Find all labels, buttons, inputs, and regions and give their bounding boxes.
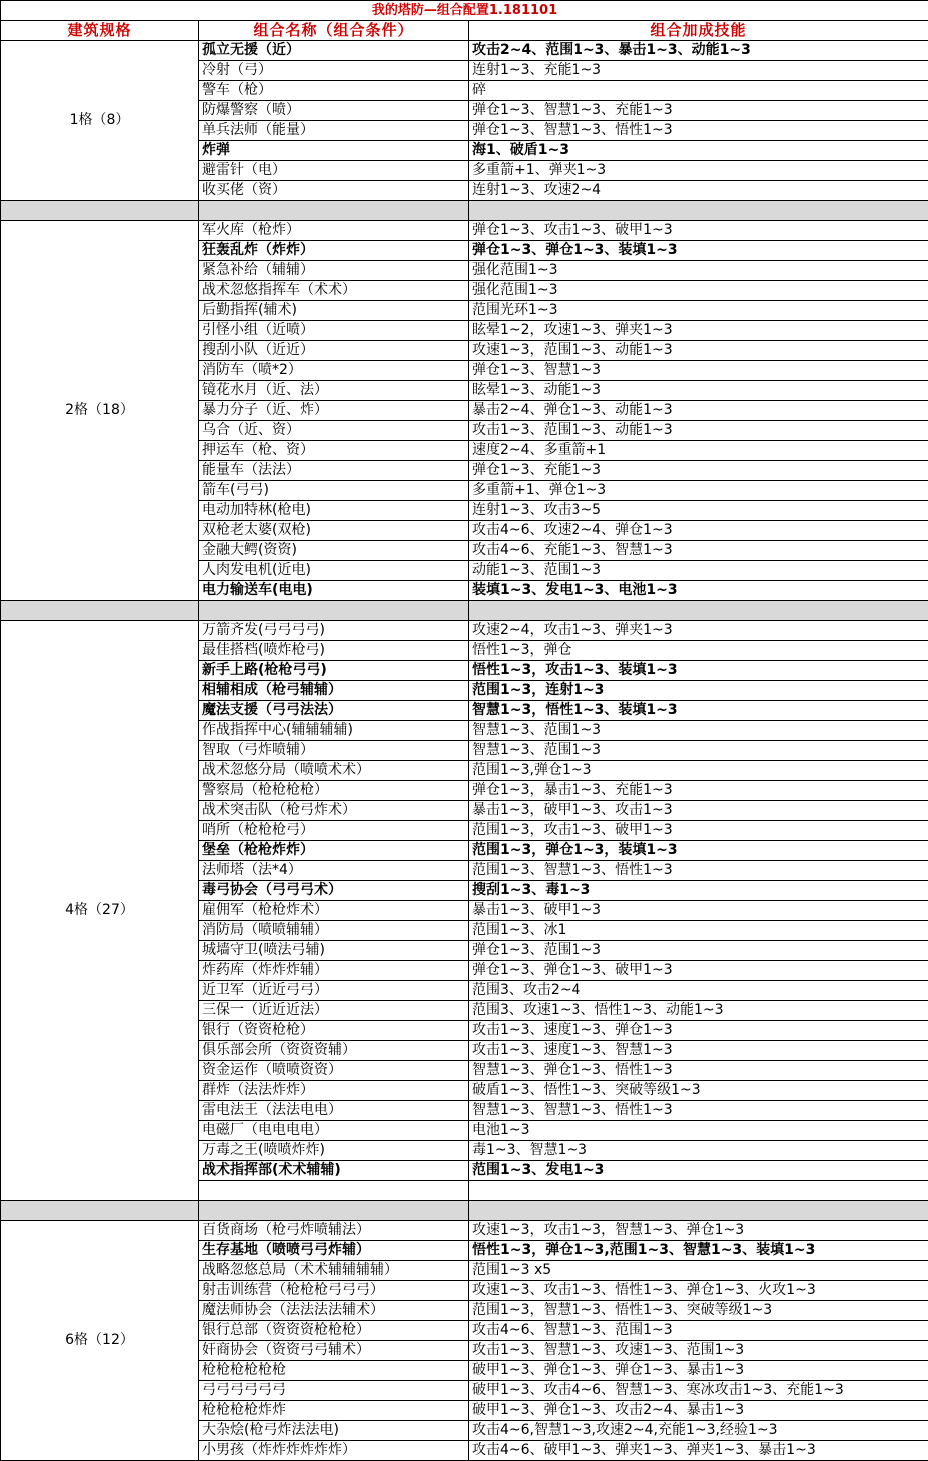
combo-name-cell: 消防车（喷*2） [199, 361, 469, 381]
combo-skill-cell: 强化范围1~3 [469, 261, 928, 281]
separator-cell [199, 201, 469, 221]
combo-skill-cell: 装填1~3、发电1~3、电池1~3 [469, 581, 928, 601]
combo-name-cell: 双枪老太婆(双枪) [199, 521, 469, 541]
combo-skill-cell: 范围3、攻击2~4 [469, 981, 928, 1001]
combo-skill-cell: 智慧1~3、智慧1~3、悟性1~3 [469, 1101, 928, 1121]
combo-skill-cell: 攻击1~3、速度1~3、智慧1~3 [469, 1041, 928, 1061]
combo-skill-cell: 多重箭+1、弹仓1~3 [469, 481, 928, 501]
combo-name-cell: 电动加特林(枪电) [199, 501, 469, 521]
combo-name-cell: 炸弹 [199, 141, 469, 161]
combo-skill-cell: 眩晕1~2，攻速1~3、弹夹1~3 [469, 321, 928, 341]
combo-skill-cell: 连射1~3、充能1~3 [469, 61, 928, 81]
combo-name-cell: 电力输送车(电电) [199, 581, 469, 601]
combo-name-cell: 能量车（法法） [199, 461, 469, 481]
header-row [1, 21, 928, 41]
combo-skill-cell: 范围1~3、发电1~3 [469, 1161, 928, 1181]
combo-name-cell: 狂轰乱炸（炸炸） [199, 241, 469, 261]
combo-skill-cell: 智慧1~3、范围1~3 [469, 721, 928, 741]
building-size-cell: 1格（8） [1, 41, 199, 201]
separator-row [1, 601, 928, 621]
table-row [1, 221, 928, 241]
combo-name-cell: 单兵法师（能量） [199, 121, 469, 141]
header-combo-skill: 组合加成技能 [469, 21, 928, 41]
combo-skill-cell: 悟性1~3，弹仓 [469, 641, 928, 661]
combo-skill-cell: 碎 [469, 81, 928, 101]
combo-name-cell: 警察局（枪枪枪枪） [199, 781, 469, 801]
combo-name-cell: 乌合（近、资） [199, 421, 469, 441]
combo-skill-cell: 攻速2~4，攻击1~3、弹夹1~3 [469, 621, 928, 641]
combo-skill-cell: 动能1~3、范围1~3 [469, 561, 928, 581]
combo-skill-cell: 连射1~3、攻速2~4 [469, 181, 928, 201]
combo-skill-cell: 破盾1~3、悟性1~3、突破等级1~3 [469, 1081, 928, 1101]
combo-name-cell: 战术忽悠指挥车（术术） [199, 281, 469, 301]
combo-skill-cell: 范围1~3、冰1 [469, 921, 928, 941]
combo-skill-cell: 攻击4~6、破甲1~3、弹夹1~3、弹夹1~3、暴击1~3 [469, 1441, 928, 1461]
combo-name-cell: 生存基地（喷喷弓弓炸辅） [199, 1241, 469, 1261]
combo-name-cell: 雇佣军（枪枪炸术） [199, 901, 469, 921]
combo-skill-cell: 攻速1~3，攻击1~3，智慧1~3、弹仓1~3 [469, 1221, 928, 1241]
combo-skill-cell: 破甲1~3、攻击4~6、智慧1~3、寒冰攻击1~3、充能1~3 [469, 1381, 928, 1401]
building-size-cell: 4格（27） [1, 621, 199, 1201]
separator-cell [199, 601, 469, 621]
combo-skill-cell: 弹仓1~3、智慧1~3、充能1~3 [469, 101, 928, 121]
combo-skill-cell: 范围3、攻速1~3、悟性1~3、动能1~3 [469, 1001, 928, 1021]
combo-skill-cell: 弹仓1~3、弹仓1~3、装填1~3 [469, 241, 928, 261]
combo-name-cell: 战术忽悠分局（喷喷术术） [199, 761, 469, 781]
combo-name-cell: 魔法师协会（法法法法辅术） [199, 1301, 469, 1321]
combo-name-cell: 毒弓协会（弓弓弓术） [199, 881, 469, 901]
combo-name-cell: 银行（资资枪枪） [199, 1021, 469, 1041]
combo-skill-cell: 范围1~3、智慧1~3、悟性1~3 [469, 861, 928, 881]
combo-skill-cell: 破甲1~3、弹仓1~3、攻击2~4、暴击1~3 [469, 1401, 928, 1421]
combo-skill-cell: 弹仓1~3、智慧1~3、悟性1~3 [469, 121, 928, 141]
combo-name-cell: 金融大鳄(资资) [199, 541, 469, 561]
header-building-size: 建筑规格 [1, 21, 199, 41]
combo-name-cell: 电磁厂（电电电电） [199, 1121, 469, 1141]
combo-name-cell: 法师塔（法*4） [199, 861, 469, 881]
building-size-cell: 2格（18） [1, 221, 199, 601]
combo-name-cell: 近卫军（近近弓弓） [199, 981, 469, 1001]
combo-skill-cell: 范围1~3，智慧1~3、悟性1~3、突破等级1~3 [469, 1301, 928, 1321]
combo-skill-cell: 悟性1~3，弹仓1~3,范围1~3、智慧1~3、装填1~3 [469, 1241, 928, 1261]
combo-name-cell: 孤立无援（近） [199, 41, 469, 61]
combo-skill-cell: 毒1~3、智慧1~3 [469, 1141, 928, 1161]
separator-cell [199, 1201, 469, 1221]
header-combo-name: 组合名称（组合条件） [199, 21, 469, 41]
combo-skill-cell: 弹仓1~3、弹仓1~3、破甲1~3 [469, 961, 928, 981]
combo-name-cell: 枪枪枪枪炸炸 [199, 1401, 469, 1421]
combo-skill-cell: 速度2~4、多重箭+1 [469, 441, 928, 461]
combo-name-cell: 军火库（枪炸） [199, 221, 469, 241]
table-row [1, 41, 928, 61]
combo-name-cell: 避雷针（电） [199, 161, 469, 181]
combo-skill-cell: 攻击1~3、范围1~3、动能1~3 [469, 421, 928, 441]
combo-name-cell: 警车（枪） [199, 81, 469, 101]
combo-name-cell: 枪枪枪枪枪枪 [199, 1361, 469, 1381]
combo-name-cell: 箭车(弓弓) [199, 481, 469, 501]
building-size-cell: 6格（12） [1, 1221, 199, 1461]
table-row [1, 621, 928, 641]
combo-skill-cell: 弹仓1~3、攻击1~3、破甲1~3 [469, 221, 928, 241]
table-row [1, 1221, 928, 1241]
combo-skill-cell: 强化范围1~3 [469, 281, 928, 301]
combo-name-cell: 智取（弓炸喷辅） [199, 741, 469, 761]
combo-name-cell: 银行总部（资资资枪枪枪） [199, 1321, 469, 1341]
combo-name-cell: 战略忽悠总局（术术辅辅辅辅） [199, 1261, 469, 1281]
combo-skill-cell: 范围光环1~3 [469, 301, 928, 321]
combo-skill-cell: 悟性1~3，攻击1~3、装填1~3 [469, 661, 928, 681]
combo-skill-cell: 攻速1~3、攻击1~3、悟性1~3、弹仓1~3、火攻1~3 [469, 1281, 928, 1301]
combo-name-cell: 资金运作（喷喷资资） [199, 1061, 469, 1081]
combo-skill-cell: 暴击1~3，破甲1~3、攻击1~3 [469, 801, 928, 821]
combo-name-cell: 消防局（喷喷辅辅） [199, 921, 469, 941]
combo-name-cell: 紧急补给（辅辅） [199, 261, 469, 281]
combo-name-cell: 百货商场（枪弓炸喷辅法） [199, 1221, 469, 1241]
combo-name-cell: 引怪小组（近喷） [199, 321, 469, 341]
combo-skill-cell: 攻击1~3、速度1~3、弹仓1~3 [469, 1021, 928, 1041]
combo-name-cell: 三保一（近近近法） [199, 1001, 469, 1021]
combo-name-cell: 俱乐部会所（资资资辅） [199, 1041, 469, 1061]
separator-cell [1, 601, 199, 621]
combo-skill-cell: 海1、破盾1~3 [469, 141, 928, 161]
combo-skill-cell: 暴击1~3、破甲1~3 [469, 901, 928, 921]
combo-name-cell: 战术指挥部(术术辅辅) [199, 1161, 469, 1181]
combo-skill-cell: 范围1~3 x5 [469, 1261, 928, 1281]
combo-skill-cell: 眩晕1~3、动能1~3 [469, 381, 928, 401]
combo-skill-cell: 弹仓1~3、充能1~3 [469, 461, 928, 481]
combo-name-cell: 防爆警察（喷） [199, 101, 469, 121]
combo-config-body [1, 1, 928, 1461]
combo-name-cell: 弓弓弓弓弓弓 [199, 1381, 469, 1401]
combo-skill-cell: 破甲1~3、弹仓1~3、弹仓1~3、暴击1~3 [469, 1361, 928, 1381]
sheet-title: 我的塔防—组合配置1.181101 [1, 1, 928, 21]
combo-name-cell: 作战指挥中心(辅辅辅辅) [199, 721, 469, 741]
combo-name-cell: 群炸（法法炸炸） [199, 1081, 469, 1101]
combo-name-cell: 堡垒（枪枪炸炸） [199, 841, 469, 861]
combo-name-cell: 押运车（枪、资） [199, 441, 469, 461]
combo-name-cell: 万毒之王(喷喷炸炸) [199, 1141, 469, 1161]
combo-skill-cell: 攻击4~6、攻速2~4、弹仓1~3 [469, 521, 928, 541]
separator-cell [469, 601, 928, 621]
separator-cell [469, 201, 928, 221]
combo-name-cell: 冷射（弓） [199, 61, 469, 81]
separator-row [1, 201, 928, 221]
combo-name-cell [199, 1181, 469, 1201]
combo-skill-cell: 攻击1~3、智慧1~3、攻速1~3、范围1~3 [469, 1341, 928, 1361]
combo-skill-cell: 连射1~3、攻击3~5 [469, 501, 928, 521]
combo-skill-cell: 范围1~3，攻击1~3、破甲1~3 [469, 821, 928, 841]
separator-cell [1, 201, 199, 221]
combo-name-cell: 镜花水月（近、法） [199, 381, 469, 401]
combo-skill-cell: 攻击4~6,智慧1~3,攻速2~4,充能1~3,经验1~3 [469, 1421, 928, 1441]
combo-name-cell: 奸商协会（资资弓弓辅术） [199, 1341, 469, 1361]
combo-name-cell: 万箭齐发(弓弓弓弓) [199, 621, 469, 641]
combo-name-cell: 搜刮小队（近近） [199, 341, 469, 361]
separator-row [1, 1201, 928, 1221]
combo-name-cell: 射击训练营（枪枪枪弓弓弓） [199, 1281, 469, 1301]
combo-skill-cell: 智慧1~3、范围1~3 [469, 741, 928, 761]
combo-name-cell: 雷电法王（法法电电） [199, 1101, 469, 1121]
combo-skill-cell: 攻击2~4、范围1~3、暴击1~3、动能1~3 [469, 41, 928, 61]
combo-name-cell: 哨所（枪枪枪弓） [199, 821, 469, 841]
combo-skill-cell: 弹仓1~3、智慧1~3 [469, 361, 928, 381]
combo-name-cell: 人肉发电机(近电) [199, 561, 469, 581]
combo-name-cell: 收买佬（资） [199, 181, 469, 201]
combo-skill-cell: 攻击4~6、智慧1~3、范围1~3 [469, 1321, 928, 1341]
combo-name-cell: 暴力分子（近、炸） [199, 401, 469, 421]
combo-skill-cell: 弹仓1~3、范围1~3 [469, 941, 928, 961]
combo-skill-cell: 范围1~3,弹仓1~3 [469, 761, 928, 781]
separator-cell [1, 1201, 199, 1221]
combo-skill-cell: 范围1~3，连射1~3 [469, 681, 928, 701]
combo-skill-cell: 电池1~3 [469, 1121, 928, 1141]
combo-skill-cell: 智慧1~3、弹仓1~3、悟性1~3 [469, 1061, 928, 1081]
combo-name-cell: 相辅相成（枪弓辅辅） [199, 681, 469, 701]
combo-name-cell: 魔法支援（弓弓法法） [199, 701, 469, 721]
combo-skill-cell: 攻速1~3，范围1~3、动能1~3 [469, 341, 928, 361]
combo-name-cell: 新手上路(枪枪弓弓) [199, 661, 469, 681]
combo-name-cell: 最佳搭档(喷炸枪弓) [199, 641, 469, 661]
combo-skill-cell: 多重箭+1、弹夹1~3 [469, 161, 928, 181]
combo-skill-cell: 智慧1~3，悟性1~3、装填1~3 [469, 701, 928, 721]
combo-skill-cell: 搜刮1~3、毒1~3 [469, 881, 928, 901]
combo-skill-cell: 攻击4~6、充能1~3、智慧1~3 [469, 541, 928, 561]
combo-skill-cell: 弹仓1~3，暴击1~3、充能1~3 [469, 781, 928, 801]
combo-name-cell: 小男孩（炸炸炸炸炸炸） [199, 1441, 469, 1461]
combo-name-cell: 城墙守卫(喷法弓辅) [199, 941, 469, 961]
separator-cell [469, 1201, 928, 1221]
combo-name-cell: 大杂烩(枪弓炸法法电) [199, 1421, 469, 1441]
combo-name-cell: 战术突击队（枪弓炸术） [199, 801, 469, 821]
combo-name-cell: 炸药库（炸炸炸辅） [199, 961, 469, 981]
title-row [1, 1, 928, 21]
combo-skill-cell: 范围1~3，弹仓1~3，装填1~3 [469, 841, 928, 861]
combo-skill-cell [469, 1181, 928, 1201]
combo-skill-cell: 暴击2~4、弹仓1~3、动能1~3 [469, 401, 928, 421]
combo-name-cell: 后勤指挥(辅术) [199, 301, 469, 321]
